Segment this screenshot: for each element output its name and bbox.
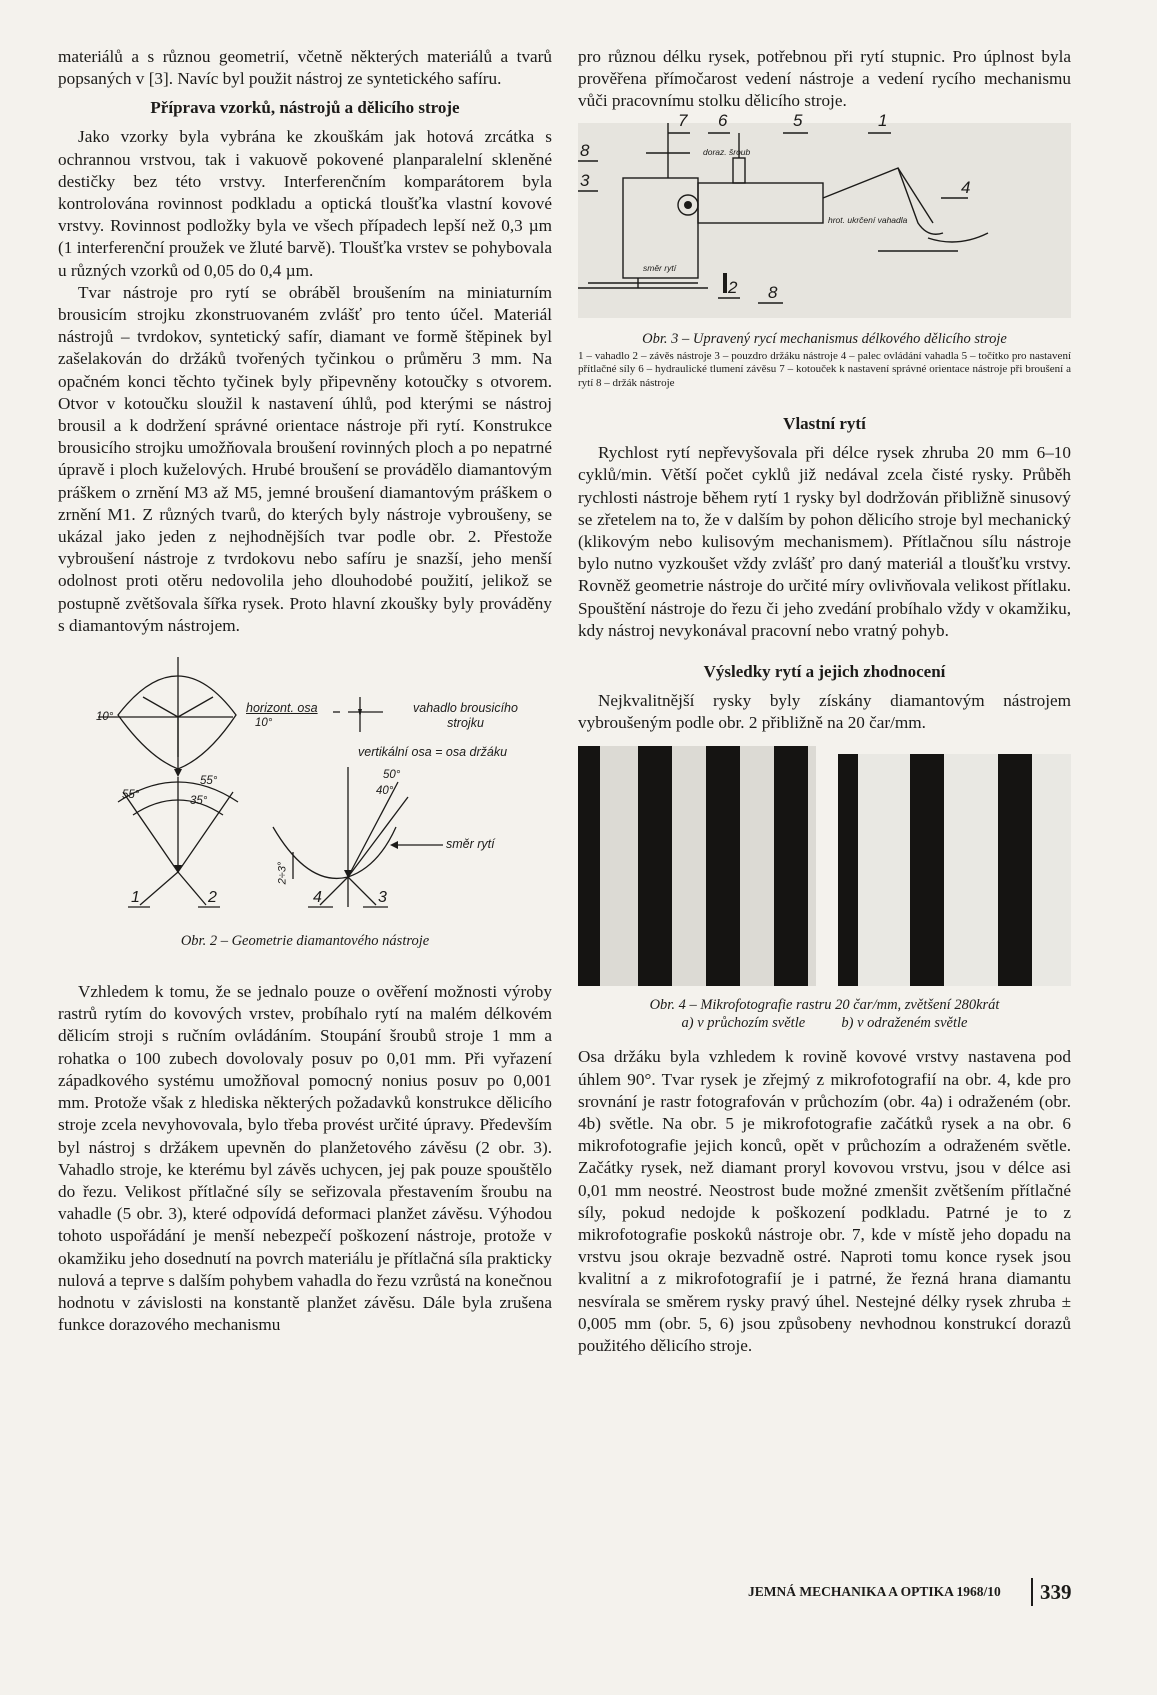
label-vahadlo: vahadlo brousicího strojku [413,701,518,731]
heading-vysledky: Výsledky rytí a jejich zhodnocení [703,661,946,681]
heading-priprava: Příprava vzorků, nástrojů a dělicího stroje [150,98,460,118]
figure-3-caption: Obr. 3 – Upravený rycí mechanismus délkového dělicího stroje [642,330,1007,347]
label-angle-40: 40° [376,785,394,798]
fig3-label-hrot: hrot. ukrčení vahadla [828,214,908,225]
left-column [58,46,552,1336]
figure-4-subcaption: a) v průchozím světle b) v odraženém světle [681,1015,968,1032]
fig3-label-smer: směr rytí [643,262,677,273]
label-num-3: 3 [378,889,387,907]
micrograph-a [578,746,816,986]
label-angle-10-left: 10° [96,711,114,724]
paragraph-stroj: Vzhledem k tomu, že se jednalo pouze o ověření možnosti výroby rastrů rytím do kovových vrstev, probíhalo rytí na malém délkovém dělicím stroji s ručním ovládáním. Stoupání šroubů stroje 1 mm a rohatka o 100 zubech dovolovaly posuv po 0,01 mm. Při vyřazení západkového systému umožňoval pomocný nonius posuv po 0,001 mm. Protože však z hlediska některých požadavků konstrukce dělicího stroje zcela nevyhovovala, bylo třeba provést určité úpravy. Především byl nástroj s držákem upevněn do planžetového závěsu (2 obr. 3). Vahadlo stroje, ke kterému byl závěs uchycen, jej pak pouze spouštělo do řezu. Velikost přítlačné síly se seřizovala přestavením šroubu na vahadle (5 obr. 3), které odpovídá deformaci planžet závěsu. Výhodou tohoto uspořádání je menší nebezpečí poškození nástroje, protože v okamžiku jeho dosednutí na povrch materiálu je přítlačná síla prakticky nulová a teprve s dalším pohybem vahadla do řezu vzrůstá na konečnou hodnotu v závislosti na konstantě planžet závěsu. Dále byla zrušena funkce dorazového mechanismu [58,982,552,1335]
micrograph-b [838,754,1071,986]
label-angle-55-right: 55° [200,775,218,788]
figure-2 [58,657,552,967]
paragraph-vzorky: Jako vzorky byla vybrána ke zkouškám jak hotová zrcátka s ochrannou vrstvou, tak i vakuově pokovené planparalelní skleněné destičky bez této vrstvy. Interferenčním komparátorem byla kontrolována rovinnost podkladu a optická tloušťka vlastní kovové vrstvy. Rovinnost podložky byla ve všech případech lepší než 0,3 µm (1 interferenční proužek ve žluté barvě). Tloušťka vrstev se pohybovala u různých vzorků od 0,05 do 0,4 µm. [58,127,552,280]
label-angle-10-right: 10° [255,717,273,730]
label-angle-2-3: 2÷3° [276,861,289,885]
fig3-label-doraz: doraz. šroub [703,146,751,157]
fig3-label-5: 5 [793,110,803,130]
fig3-label-8-bottom: 8 [768,282,778,302]
journal-footer: JEMNÁ MECHANIKA A OPTIKA 1968/10 [748,1584,1001,1599]
label-horiz-axis: horizont. osa [246,701,318,716]
fig3-label-8-top: 8 [580,140,590,160]
label-angle-55-left: 55° [122,789,140,802]
label-vertical-axis: vertikální osa = osa držáku [358,745,508,760]
figure-4 [578,746,1071,986]
paragraph-osa-drzaku: Osa držáku byla vzhledem k rovině kovové vrstvy nastavena pod úhlem 90°. Tvar rysek je zřejmý z mikrofotografií na obr. 4, kde pro srovnání je rastr fotografován v průchozím (obr. 4a) i odraženém (obr. 4b) světle. Na obr. 5 je mikrofotografie začátků rysek a na obr. 6 mikrofotografie jejich konců, opět v průchozím a odraženém světle. Začátky rysek, než diamant proryl kovovou vrstvu, jsou v délce asi 0,01 mm neostré. Neostrost bude možné zmenšit zvětšením přítlačné síly, pokud nedojde k poškození podkladu. Patrné je to z mikrofotografie poskoků nástroje obr. 7, kde v místě jeho dopadu na vrstvu jsou okraje bezvadně ostré. Naproti tomu konce rysek jsou kvalitní a z mikrofotografií je i patrné, že řezná hrana diamantu nesvírala se směrem rysky pravý úhel. Nestejné délky rysek zhruba ± 0,005 mm (obr. 5, 6) jsou způsobeny nevhodnou konstrukcí dorazů použitého dělicího stroje. [578,1047,1071,1355]
label-num-2: 2 [208,889,217,907]
fig3-label-1: 1 [878,110,888,130]
label-num-4: 4 [313,889,322,907]
fig3-label-7: 7 [678,110,688,130]
paragraph-nejkvalitnejsi: Nejkvalitnější rysky byly získány diamantovým nástrojem vybroušeným podle obr. 2 přibližně na 20 čar/mm. [578,690,1071,733]
paragraph-intro: materiálů a s různou geometrií, včetně některých materiálů a tvarů popsaných v [3]. Navíc byl použit nástroj ze syntetického safíru. [58,47,552,89]
figure-3-legend: 1 – vahadlo 2 – závěs nástroje 3 – pouzdro držáku nástroje 4 – palec ovládání vahadla 5 – točítko pro nastavení přítlačné síly 6 – hydraulické tlumení závěsu 7 – kotouček k nastavení správné orientace nástroje při broušení a rytí 8 – držák nástroje [578,349,1071,389]
fig3-label-2: 2 [728,277,738,297]
paragraph-pro-ruznou: pro různou délku rysek, potřebnou při rytí stupnic. Pro úplnost byla prověřena přímočarost vedení nástroje a vedení rycího mechanismu vůči pracovnímu stolku dělicího stroje. [578,47,1071,111]
paragraph-rychlost: Rychlost rytí nepřevyšovala při délce rysek zhruba 20 mm 6–10 cyklů/min. Větší počet cyklů již nedával zcela čisté rysky. Průběh rychlosti nástroje během rytí 1 rysky byl dodržován přibližně sinusový se zřetelem na to, že v dalším by pohon dělicího stroje byl mechanický (klikovým nebo kulisovým mechanismem). Přítlačnou sílu nástroje bylo nutno vyzkoušet vždy zvlášť pro daný materiál a tloušťku vrstvy. Rovněž geometrie nástroje do určité míry ovlivňovala velikost přítlaku. Spouštění nástroje do řezu či jeho zvedání probíhalo vždy v okamžiku, kdy nástroj nevykonával pracovní nebo vratný pohyb. [578,443,1071,640]
paragraph-nastroje: Tvar nástroje pro rytí se obráběl broušením na miniaturním brousicím strojku zkonstruovaném zvlášť pro tento účel. Materiál nástrojů – tvrdokov, syntetický safír, diamant ve formě štěpinek byl zašelakován do držáků tvořených tyčinkou o průměru 3 mm. Na opačném konci těchto tyčinek byly připevněny kotoučky s otvorem. Otvor v kotoučku sloužil k nastavení úhlů, pod kterými se nástroj brousil a k dodržení správné orientace nástroje při rytí. Konstrukce brousicího strojku umožňovala broušení rovinných ploch a po nepatrné úpravě i ploch kuželových. Hrubé broušení se provádělo diamantovým práškem o zrnění M3 až M5, jemné broušení diamantovým práškem o zrnění M1. Z různých tvarů, do kterých byly nástroje vybroušeny, se ukázal jako jeden z nejhodnějších tvar podle obr. 2. Přestože vybroušení nástroje z tvrdokovu nebo safíru je snazší, jeho menší odolnost proti otěru nedovolila jeho dlouhodobé použití, jelikož se postupně zvětšovala šířka rysek. Proto hlavní zkoušky byly prováděny s diamantovým nástrojem. [58,282,552,635]
engraving-mechanism-drawing [578,123,1071,318]
label-angle-35: 35° [190,795,208,808]
label-angle-50: 50° [383,769,401,782]
figure-2-caption: Obr. 2 – Geometrie diamantového nástroje [180,933,430,950]
right-column [578,46,1071,1357]
footer-divider [1031,1578,1033,1606]
heading-vlastni-ryti: Vlastní rytí [783,414,866,434]
fig3-label-4: 4 [961,177,971,197]
label-smer-ryti: směr rytí [446,837,495,852]
fig3-label-6: 6 [718,110,728,130]
page-number: 339 [1040,1580,1072,1604]
figure-4-caption: Obr. 4 – Mikrofotografie rastru 20 čar/mm, zvětšení 280krát [649,997,1000,1014]
figure-3 [578,110,1071,318]
label-num-1: 1 [131,889,140,907]
fig3-label-3: 3 [580,170,590,190]
